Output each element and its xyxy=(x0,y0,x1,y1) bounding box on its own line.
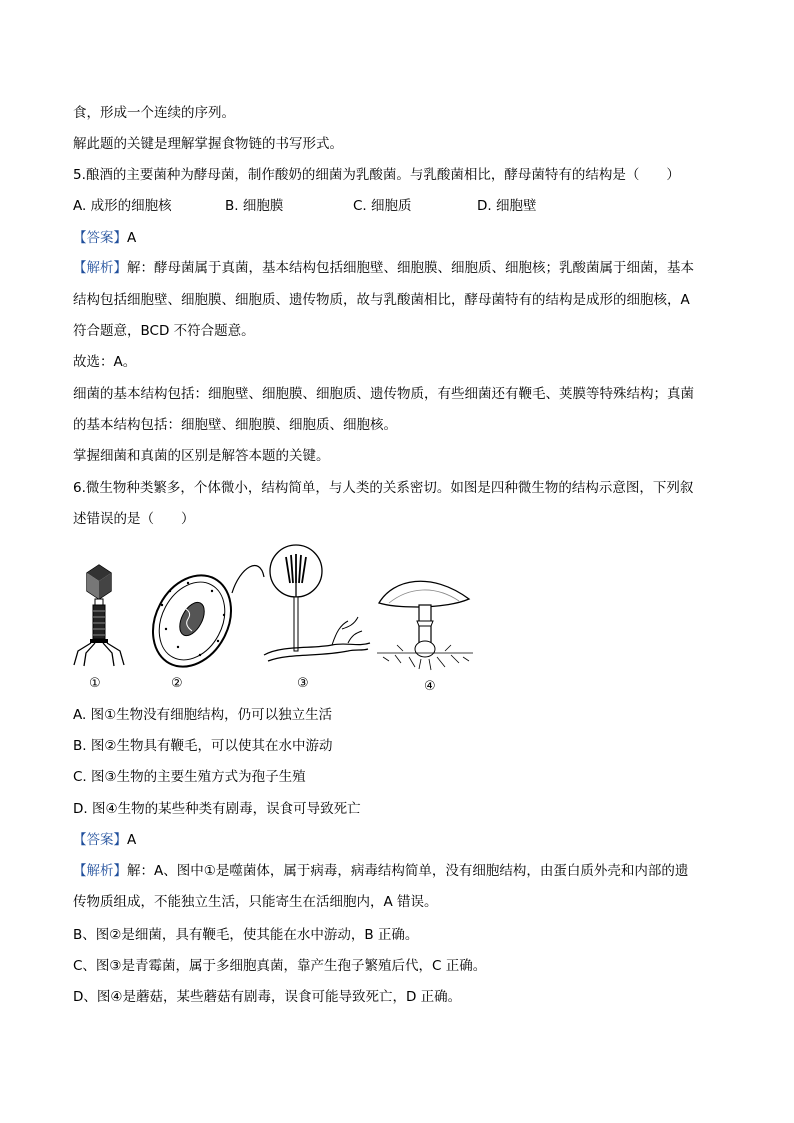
analysis-text: 解：A、图中①是噬菌体，属于病毒，病毒结构简单，没有细胞结构，由蛋白质外壳和内部的遗 xyxy=(127,863,689,879)
answer-value: A xyxy=(127,230,137,246)
bacterium-drawing xyxy=(148,553,268,673)
analysis-tag: 【解析】 xyxy=(73,863,127,879)
bacteriophage-drawing xyxy=(70,563,128,668)
question-6-stem: 述错误的是（ ） xyxy=(73,511,195,527)
option-c: C. 图③生物的主要生殖方式为孢子生殖 xyxy=(73,769,306,785)
text-line: B、图②是细菌，具有鞭毛，使其能在水中游动，B 正确。 xyxy=(73,927,419,943)
microorganism-figure xyxy=(70,545,490,695)
option-a: A. 成形的细胞核 xyxy=(73,198,172,214)
question-6-stem: 6.微生物种类繁多，个体微小，结构简单，与人类的关系密切。如图是四种微生物的结构示意图，下列叙 xyxy=(73,480,694,496)
text-line: C、图③是青霉菌，属于多细胞真菌，靠产生孢子繁殖后代，C 正确。 xyxy=(73,958,487,974)
figure-label-4: ④ xyxy=(424,679,436,694)
text-line: 食，形成一个连续的序列。 xyxy=(73,105,235,121)
option-c: C. 细胞质 xyxy=(353,198,412,214)
text-line: 结构包括细胞壁、细胞膜、细胞质、遗传物质，故与乳酸菌相比，酵母菌特有的结构是成形的细胞核，A xyxy=(73,292,690,308)
mushroom-drawing xyxy=(375,573,475,673)
figure-label-3: ③ xyxy=(297,676,309,691)
option-b: B. 图②生物具有鞭毛，可以使其在水中游动 xyxy=(73,738,333,754)
text-line: 解此题的关键是理解掌握食物链的书写形式。 xyxy=(73,136,343,152)
analysis-line xyxy=(73,258,694,278)
analysis-tag: 【解析】 xyxy=(73,260,127,276)
answer-line xyxy=(73,228,136,248)
option-b: B. 细胞膜 xyxy=(225,198,284,214)
answer-value: A xyxy=(127,832,137,848)
text-line: 的基本结构包括：细胞壁、细胞膜、细胞质、细胞核。 xyxy=(73,417,397,433)
answer-line xyxy=(73,830,136,850)
text-line: 故选：A。 xyxy=(73,354,137,370)
option-d: D. 图④生物的某些种类有剧毒，误食可导致死亡 xyxy=(73,801,361,817)
question-5-options xyxy=(73,196,723,216)
figure-label-1: ① xyxy=(89,676,101,691)
answer-tag: 【答案】 xyxy=(73,832,127,848)
text-line: D、图④是蘑菇，某些蘑菇有剧毒，误食可能导致死亡，D 正确。 xyxy=(73,989,462,1005)
answer-tag: 【答案】 xyxy=(73,230,127,246)
text-line: 传物质组成，不能独立生活，只能寄生在活细胞内，A 错误。 xyxy=(73,894,438,910)
option-d: D. 细胞壁 xyxy=(477,198,537,214)
question-5-stem: 5.酿酒的主要菌种为酵母菌，制作酸奶的细菌为乳酸菌。与乳酸菌相比，酵母菌特有的结构是（ ） xyxy=(73,167,680,183)
option-a: A. 图①生物没有细胞结构，仍可以独立生活 xyxy=(73,707,333,723)
text-line: 符合题意，BCD 不符合题意。 xyxy=(73,323,255,339)
figure-label-2: ② xyxy=(171,676,183,691)
analysis-line xyxy=(73,861,688,881)
text-line: 细菌的基本结构包括：细胞壁、细胞膜、细胞质、遗传物质，有些细菌还有鞭毛、荚膜等特殊结构；真菌 xyxy=(73,386,694,402)
analysis-text: 解：酵母菌属于真菌，基本结构包括细胞壁、细胞膜、细胞质、细胞核；乳酸菌属于细菌，基本 xyxy=(127,260,694,276)
penicillium-drawing xyxy=(262,545,372,673)
text-line: 掌握细菌和真菌的区别是解答本题的关键。 xyxy=(73,448,330,464)
